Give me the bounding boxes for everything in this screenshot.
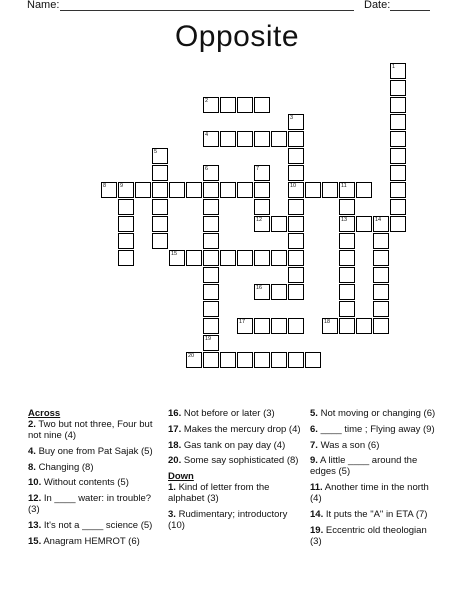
grid-cell[interactable] [254,352,270,368]
grid-cell[interactable] [203,131,219,147]
clue-number-label: 11. [310,482,323,494]
grid-cell[interactable] [288,284,304,300]
grid-cell[interactable] [288,318,304,334]
grid-cell[interactable] [339,182,355,198]
clue-number-label: 4. [28,445,36,457]
grid-cell[interactable] [390,97,406,113]
grid-cell[interactable] [288,131,304,147]
grid-cell[interactable] [254,318,270,334]
grid-cell[interactable] [271,352,287,368]
grid-cell[interactable] [288,250,304,266]
grid-cell[interactable] [203,182,219,198]
grid-cell[interactable] [203,318,219,334]
grid-cell[interactable] [373,284,389,300]
across-clue-list [28,419,160,547]
down-clue-list-continued [310,408,440,547]
clue [28,419,160,441]
clue-number: 13 [341,217,348,223]
grid-cell[interactable] [152,182,168,198]
grid-cell[interactable] [390,216,406,232]
grid-cell[interactable] [339,301,355,317]
grid-cell[interactable] [203,250,219,266]
grid-cell[interactable] [339,250,355,266]
grid-cell[interactable] [373,216,389,232]
grid-cell[interactable] [118,250,134,266]
clue-text: Not moving or changing (6) [317,408,436,419]
down-heading: Down [168,471,194,483]
clue-number-label: 8. [28,461,36,473]
grid-cell[interactable] [152,233,168,249]
grid-cell[interactable] [254,284,270,300]
clue-number: 3 [290,115,294,121]
grid-cell[interactable] [220,250,236,266]
clue-text: Not before or later (3) [181,408,275,419]
clue-number: 8 [103,183,107,189]
clue [310,424,440,435]
grid-cell[interactable] [322,182,338,198]
clue-number-label: 1. [168,482,176,494]
grid-cell[interactable] [237,352,253,368]
clue-number: 14 [375,217,382,223]
grid-cell[interactable] [339,318,355,334]
grid-cell[interactable] [203,301,219,317]
clue-text: Some say sophisticated (8) [181,455,299,467]
clue-number-label: 9. [310,455,318,467]
grid-cell[interactable] [288,114,304,130]
grid-cell[interactable] [339,267,355,283]
grid-cell[interactable] [186,182,202,198]
clue [168,424,302,435]
grid-cell[interactable] [271,250,287,266]
grid-cell[interactable] [322,318,338,334]
clue [28,493,160,515]
grid-cell[interactable] [373,233,389,249]
clue-number-label: 19. [310,524,324,536]
clue-number: 15 [171,251,178,257]
grid-cell[interactable] [203,199,219,215]
clue-text: Without contents (5) [41,477,129,489]
grid-cell[interactable] [254,199,270,215]
clue-number-label: 5. [310,408,318,419]
clue-number-label: 18. [168,439,182,451]
grid-cell[interactable] [339,284,355,300]
grid-cell[interactable] [373,301,389,317]
clue-number: 11 [341,183,347,189]
clues-column-1 [28,408,160,552]
clue-text: In ____ water: in trouble? (3) [28,493,152,516]
grid-cell[interactable] [220,97,236,113]
name-label: Name: [27,0,60,11]
grid-cell[interactable] [356,318,372,334]
grid-cell[interactable] [203,233,219,249]
grid-cell[interactable] [254,165,270,181]
clue-number: 18 [324,319,331,325]
puzzle-title: Opposite [174,20,300,53]
clue [310,509,440,520]
grid-cell[interactable] [118,182,134,198]
grid-cell[interactable] [271,318,287,334]
grid-cell[interactable] [169,250,185,266]
clue-number: 2 [205,98,209,104]
grid-cell[interactable] [254,131,270,147]
clue-text: ____ time ; Flying away (9) [317,423,435,435]
clue-number: 19 [205,336,212,342]
grid-cell[interactable] [118,216,134,232]
grid-cell[interactable] [288,216,304,232]
clues-column-2 [168,408,302,536]
grid-cell[interactable] [390,80,406,96]
grid-cell[interactable] [237,131,253,147]
grid-cell[interactable] [203,267,219,283]
clue-number-label: 3. [168,508,176,520]
grid-cell[interactable] [390,131,406,147]
grid-cell[interactable] [288,182,304,198]
grid-cell[interactable] [390,63,406,79]
clue-number: 5 [154,149,158,155]
grid-cell[interactable] [390,114,406,130]
clue [310,482,440,504]
grid-cell[interactable] [203,97,219,113]
grid-cell[interactable] [203,335,219,351]
grid-cell[interactable] [288,233,304,249]
grid-cell[interactable] [169,182,185,198]
grid-cell[interactable] [220,131,236,147]
grid-cell[interactable] [152,216,168,232]
clue-number-label: 13. [28,519,42,531]
clue-number-label: 10. [28,477,42,489]
clue-number-label: 2. [28,419,36,430]
clue [28,536,160,547]
grid-cell[interactable] [254,250,270,266]
date-label: Date: [364,0,391,11]
clue-text: Another time in the north (4) [310,482,429,505]
grid-cell[interactable] [203,284,219,300]
grid-cell[interactable] [237,318,253,334]
grid-cell[interactable] [390,148,406,164]
clue [310,440,440,451]
clue-number: 10 [290,183,297,189]
down-clue-list [168,482,302,531]
grid-cell[interactable] [254,182,270,198]
clue-number: 1 [392,64,396,70]
clue [168,440,302,451]
clues-column-3 [310,408,440,552]
grid-cell[interactable] [390,199,406,215]
clue-text: Changing (8) [35,461,94,473]
across-heading: Across [28,408,61,419]
grid-cell[interactable] [254,216,270,232]
grid-cell[interactable] [339,199,355,215]
grid-cell[interactable] [118,233,134,249]
clue-number: 9 [120,183,124,189]
clue [168,455,302,466]
grid-cell[interactable] [305,182,321,198]
grid-cell[interactable] [373,318,389,334]
grid-cell[interactable] [288,352,304,368]
clue-number-label: 17. [168,423,182,435]
clue [168,509,302,531]
grid-cell[interactable] [339,216,355,232]
clue-text: A little ____ around the edges (5) [310,455,418,478]
grid-cell[interactable] [271,284,287,300]
grid-cell[interactable] [135,182,151,198]
grid-cell[interactable] [101,182,117,198]
clue [310,408,440,419]
clue-number-label: 14. [310,508,324,520]
clue-number-label: 6. [310,423,318,435]
clue [28,477,160,488]
clue-text: Anagram HEMROT (6) [41,535,140,547]
grid-cell[interactable] [237,97,253,113]
grid-cell[interactable] [254,97,270,113]
clue [28,520,160,531]
grid-cell[interactable] [288,199,304,215]
clue-number-label: 15. [28,535,42,547]
clue-text: Was a son (6) [317,439,380,451]
grid-cell[interactable] [288,267,304,283]
grid-cell[interactable] [390,165,406,181]
clue-text: Kind of letter from the alphabet (3) [168,482,270,505]
clue-text: Eccentric old theologian (3) [310,524,427,547]
grid-cell[interactable] [356,182,372,198]
grid-cell[interactable] [339,233,355,249]
clue-text: It's not a ____ science (5) [41,519,153,531]
clue [310,525,440,547]
grid-cell[interactable] [305,352,321,368]
grid-cell[interactable] [356,216,372,232]
grid-cell[interactable] [271,131,287,147]
grid-cell[interactable] [271,216,287,232]
clue-text: Rudimentary; introductory (10) [168,508,288,531]
clue-text: It puts the "A" in ETA (7) [323,508,428,520]
grid-cell[interactable] [220,352,236,368]
clue-number-label: 16. [168,408,182,419]
clue-number: 4 [205,132,209,138]
grid-cell[interactable] [373,250,389,266]
clue-number: 7 [256,166,260,172]
clue-text: Gas tank on pay day (4) [181,439,286,451]
clue-text: Makes the mercury drop (4) [181,423,301,435]
clue [310,455,440,477]
clue-number: 20 [188,353,195,359]
grid-cell[interactable] [373,267,389,283]
grid-cell[interactable] [237,182,253,198]
clue [168,408,302,419]
clue-text: Two but not three, Four but not nine (4) [28,419,153,441]
grid-cell[interactable] [203,352,219,368]
grid-cell[interactable] [152,165,168,181]
grid-cell[interactable] [186,250,202,266]
grid-cell[interactable] [288,165,304,181]
clue-number-label: 12. [28,493,42,505]
grid-cell[interactable] [203,165,219,181]
clue-number-label: 20. [168,455,182,467]
grid-cell[interactable] [390,182,406,198]
clue [28,462,160,473]
grid-cell[interactable] [152,199,168,215]
clue-number-label: 7. [310,439,318,451]
clue-number: 17 [239,319,246,325]
clue-number: 16 [256,285,263,291]
clue [168,482,302,504]
grid-cell[interactable] [288,148,304,164]
grid-cell[interactable] [186,352,202,368]
grid-cell[interactable] [220,182,236,198]
grid-cell[interactable] [118,199,134,215]
grid-cell[interactable] [203,216,219,232]
grid-cell[interactable] [237,250,253,266]
across-clue-list-continued [168,408,302,466]
grid-cell[interactable] [152,148,168,164]
clue-number: 12 [256,217,263,223]
clue-text: Buy one from Pat Sajak (5) [35,445,153,457]
clue [28,446,160,457]
clue-number: 6 [205,166,209,172]
